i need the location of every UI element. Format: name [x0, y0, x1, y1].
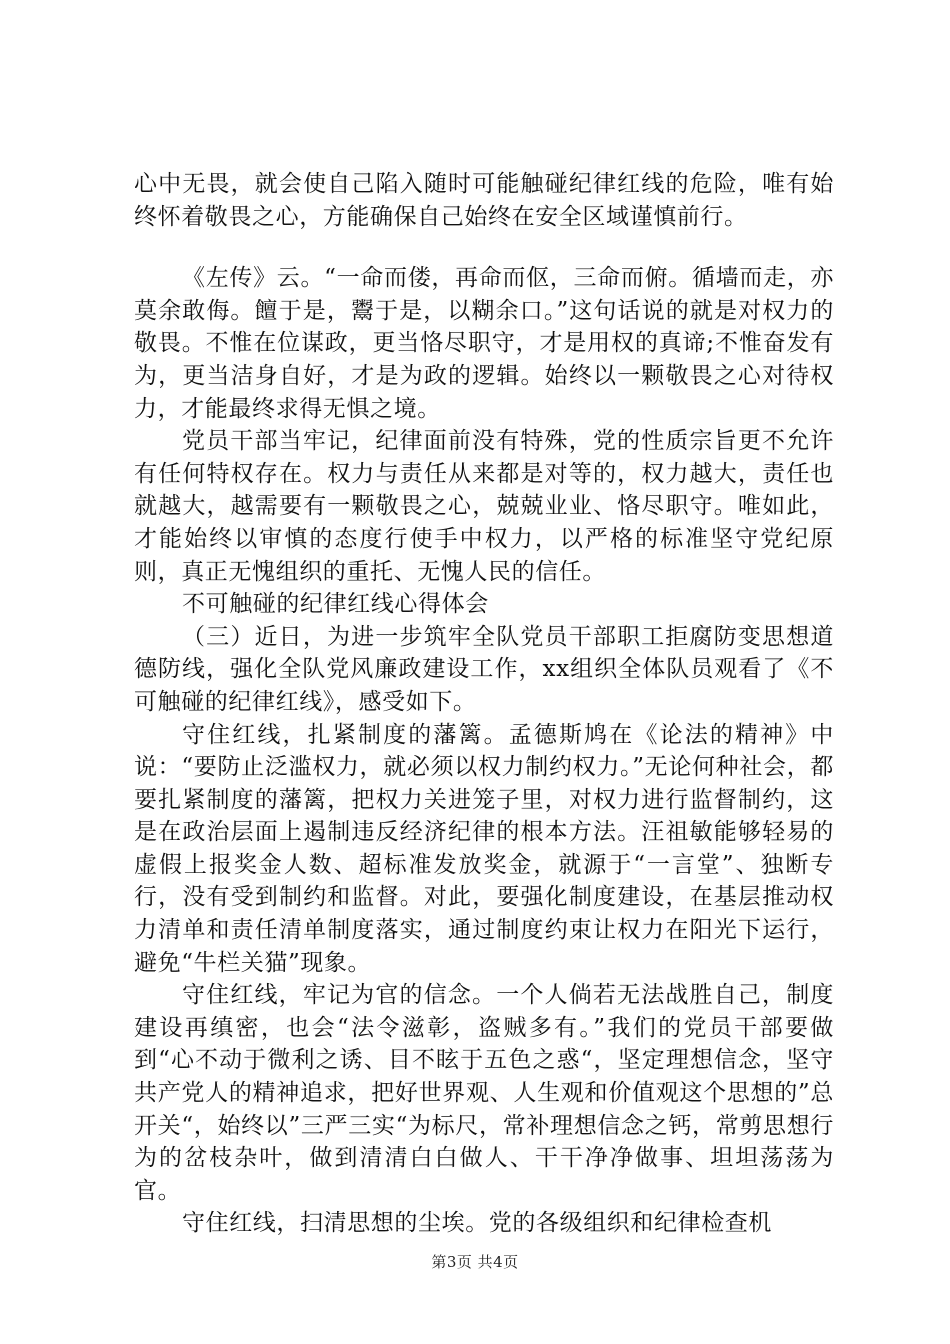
document-body — [134, 168, 834, 1240]
section-title: 不可触碰的纪律红线心得体会 — [182, 591, 489, 618]
paragraph-3: 党员干部当牢记，纪律面前没有特殊，党的性质宗旨更不允许有任何特权存在。权力与责任从来都是对等的，权力越大，责任也就越大，越需要有一颗敬畏之心，兢兢业业、恪尽职守。唯如此，才能始终以审慎的态度行使手中权力，以严格的标准坚守党纪原则，真正无愧组织的重托、无愧人民的信任。 — [134, 428, 834, 585]
paragraph-1: 心中无畏，就会使自己陷入随时可能触碰纪律红线的危险，唯有始终怀着敬畏之心，方能确保自己始终在安全区域谨慎前行。 — [134, 171, 834, 230]
paragraph-7: 守住红线，扫清思想的尘埃。党的各级组织和纪律检查机 — [182, 1210, 772, 1237]
paragraph-6: 守住红线，牢记为官的信念。一个人倘若无法战胜自己，制度建设再缜密，也会“法令滋彰，盗贼多有。”我们的党员干部要做到“心不动于微利之诱、目不眩于五色之惑“，坚定理想信念，坚守共产党人的精神追求，把好世界观、人生观和价值观这个思想的”总开关“，始终以”三严三实“为标尺，常补理想信念之钙，常剪思想行为的岔枝杂叶，做到清清白白做人、干干净净做事、坦坦荡荡为官。 — [134, 982, 834, 1204]
paragraph-2: 《左传》云。“一命而偻，再命而伛，三命而俯。循墙而走，亦莫余敢侮。饘于是，鬻于是，以糊余口。”这句话说的就是对权力的敬畏。不惟在位谋政，更当恪尽职守，才是用权的真谛;不惟奋发有为，更当洁身自好，才是为政的逻辑。始终以一颗敬畏之心对待权力，才能最终求得无惧之境。 — [134, 265, 834, 422]
paragraph-5: 守住红线，扎紧制度的藩篱。孟德斯鸠在《论法的精神》中说：“要防止泛滥权力，就必须以权力制约权力。”无论何种社会，都要扎紧制度的藩篱，把权力关进笼子里，对权力进行监督制约，这是在政治层面上遏制违反经济纪律的根本方法。汪祖敏能够轻易的虚假上报奖金人数、超标准发放奖金，就源于“一言堂”、独断专行，没有受到制约和监督。对此，要强化制度建设，在基层推动权力清单和责任清单制度落实，通过制度约束让权力在阳光下运行，避免“牛栏关猫”现象。 — [134, 721, 834, 976]
paragraph-4: （三）近日，为进一步筑牢全队党员干部职工拒腐防变思想道德防线，强化全队党风廉政建设工作，xx组织全体队员观看了《不可触碰的纪律红线》，感受如下。 — [134, 623, 834, 715]
page-footer: 第3页 共4页 — [431, 1253, 519, 1271]
